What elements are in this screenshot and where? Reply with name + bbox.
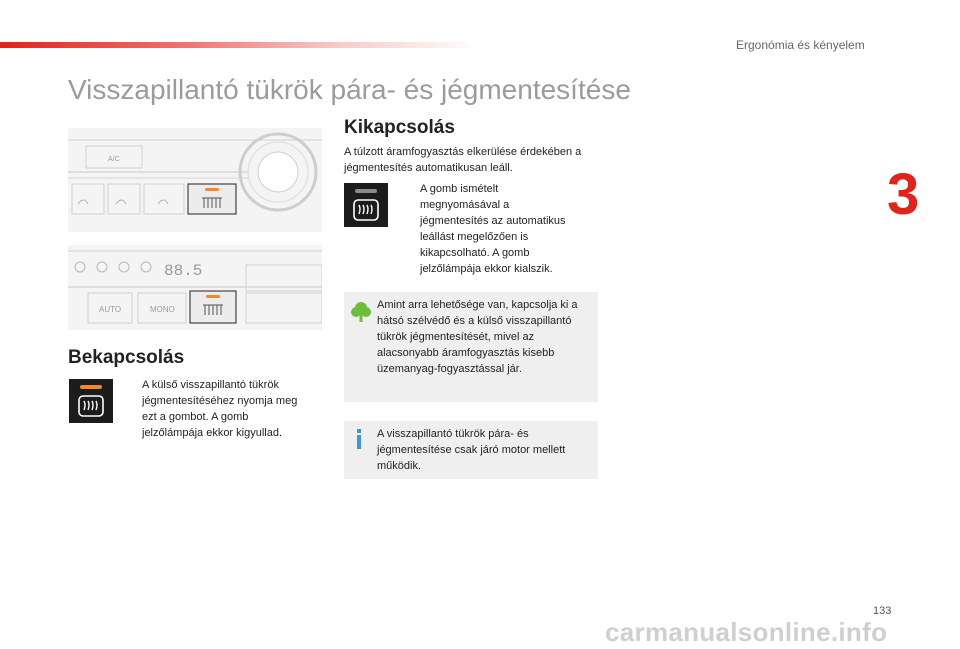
indicator-led-on — [80, 385, 102, 389]
page-number: 133 — [873, 605, 892, 617]
control-panel-illustration-2 — [68, 245, 322, 330]
section-title: Ergonómia és kényelem — [736, 38, 865, 52]
defrost-button-off-icon — [344, 183, 388, 227]
eco-tip-text: Amint arra lehetősége van, kapcsolja ki a hátsó szélvédő és a külső visszapillantó tükrök jégmentesítését, mivel az alacsonyabb áramfogyasztás kisebb üzemanyag-fogyasztással jár. — [377, 299, 578, 375]
info-icon — [354, 429, 364, 449]
info-box — [344, 421, 598, 479]
switch-off-text: A gomb ismételt megnyomásával a jégmentesítés az automatikus leállást megelőzően is kikapcsolható. A gomb jelzőlámpája ekkor kialszik. — [420, 183, 566, 275]
header-accent-bar — [0, 42, 480, 48]
page-title: Visszapillantó tükrök pára- és jégmentesítése — [68, 74, 631, 105]
defrost-button-on-icon — [69, 379, 113, 423]
tree-eco-icon — [351, 301, 371, 323]
info-text: A visszapillantó tükrök pára- és jégmentesítése csak járó motor mellett működik. — [377, 428, 566, 472]
switch-off-intro: A túlzott áramfogyasztás elkerülése érdekében a jégmentesítés automatikusan leáll. — [344, 146, 582, 174]
display-value: 88.5 — [164, 262, 203, 280]
switch-on-text: A külső visszapillantó tükrök jégmentesítéséhez nyomja meg ezt a gombot. A gomb jelzőlámpája ekkor kigyullad. — [142, 379, 298, 439]
switch-off-heading: Kikapcsolás — [344, 117, 455, 138]
auto-label: AUTO — [99, 305, 122, 314]
control-panel-illustration-1 — [68, 128, 322, 232]
switch-on-heading: Bekapcsolás — [68, 347, 185, 368]
control-panel-drawing-1 — [68, 128, 322, 232]
indicator-led-off — [355, 189, 377, 193]
mirror-defrost-icon — [78, 395, 104, 417]
ac-label: A/C — [108, 156, 120, 163]
mirror-defrost-icon — [353, 199, 379, 221]
eco-tip-box — [344, 292, 598, 402]
mono-label: MONO — [150, 305, 175, 314]
control-panel-drawing-2 — [68, 245, 322, 330]
watermark: carmanualsonline.info — [605, 617, 888, 647]
chapter-number: 3 — [887, 162, 920, 227]
